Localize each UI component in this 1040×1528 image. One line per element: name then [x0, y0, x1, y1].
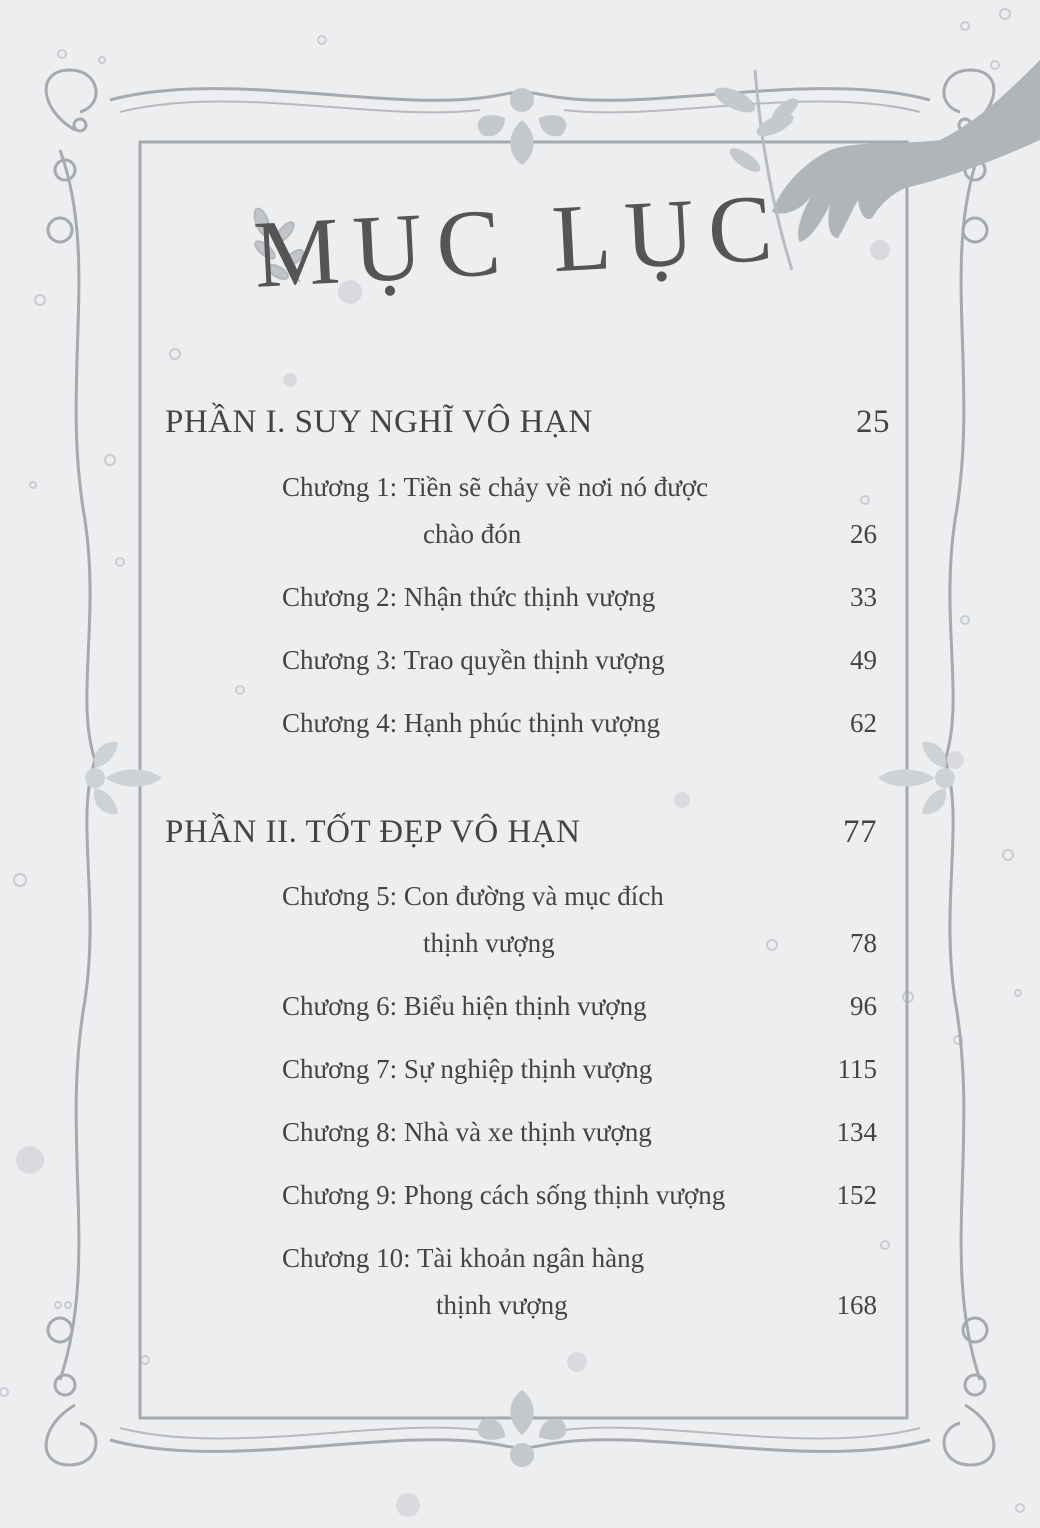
side-ornament-icon — [85, 742, 955, 815]
chapter-page-number: 168 — [836, 1290, 877, 1320]
chapter-number: Chương 10: — [282, 1243, 411, 1273]
chapter-title: Con đường và mục đích — [403, 881, 664, 911]
chapter-page-number: 96 — [850, 991, 877, 1021]
chapter-title: Hạnh phúc thịnh vượng — [403, 708, 661, 738]
chapter-title: Tài khoản ngân hàng — [416, 1243, 645, 1273]
part-heading — [165, 404, 890, 441]
chapter-title: Biểu hiện thịnh vượng — [403, 991, 647, 1021]
chapter-title-continued: thịnh vượng — [423, 928, 555, 958]
chapter-number: Chương 5: — [282, 881, 398, 911]
chapter-number: Chương 6: — [282, 991, 398, 1021]
toc-entry[interactable] — [282, 645, 877, 676]
toc-entry[interactable] — [282, 881, 877, 958]
page-title: MỤC LỤC — [251, 173, 789, 308]
part-heading — [165, 814, 877, 851]
chapter-page-number: 62 — [850, 708, 877, 738]
chapter-title: Trao quyền thịnh vượng — [403, 645, 665, 675]
chapter-title: Nhà và xe thịnh vượng — [403, 1117, 652, 1147]
inner-border — [140, 142, 907, 1418]
part-page-number: 25 — [856, 404, 890, 440]
chapter-title: Phong cách sống thịnh vượng — [403, 1180, 726, 1210]
chapter-number: Chương 3: — [282, 645, 398, 675]
chapter-page-number: 134 — [836, 1117, 877, 1147]
part-label: PHẦN I. SUY NGHĨ VÔ HẠN — [165, 404, 593, 440]
part-label: PHẦN II. TỐT ĐẸP VÔ HẠN — [165, 814, 581, 850]
chapter-page-number: 152 — [836, 1180, 877, 1210]
chapter-number: Chương 4: — [282, 708, 398, 738]
chapter-title-continued: chào đón — [423, 519, 522, 549]
toc-entry[interactable] — [282, 1117, 877, 1148]
chapter-page-number: 33 — [850, 582, 877, 612]
chapter-number: Chương 7: — [282, 1054, 398, 1084]
chapter-title: Nhận thức thịnh vượng — [403, 582, 656, 612]
toc-entry[interactable] — [282, 1054, 877, 1085]
chapter-page-number: 26 — [850, 519, 877, 549]
chapter-number: Chương 2: — [282, 582, 398, 612]
chapter-number: Chương 9: — [282, 1180, 398, 1210]
chapter-title-continued: thịnh vượng — [436, 1290, 568, 1320]
toc-entry[interactable] — [282, 1180, 877, 1211]
chapter-number: Chương 1: — [282, 472, 398, 502]
chapter-title: Sự nghiệp thịnh vượng — [403, 1054, 653, 1084]
chapter-title: Tiền sẽ chảy về nơi nó được — [403, 472, 709, 502]
toc-entry[interactable] — [282, 708, 877, 739]
chapter-page-number: 115 — [837, 1054, 877, 1084]
chapter-page-number: 78 — [850, 928, 877, 958]
toc-entry[interactable] — [282, 991, 877, 1022]
toc-entry[interactable] — [282, 1243, 877, 1320]
part-page-number: 77 — [843, 814, 877, 850]
chapter-number: Chương 8: — [282, 1117, 398, 1147]
toc-entry[interactable] — [282, 582, 877, 613]
chapter-page-number: 49 — [850, 645, 877, 675]
toc-entry[interactable] — [282, 472, 877, 549]
